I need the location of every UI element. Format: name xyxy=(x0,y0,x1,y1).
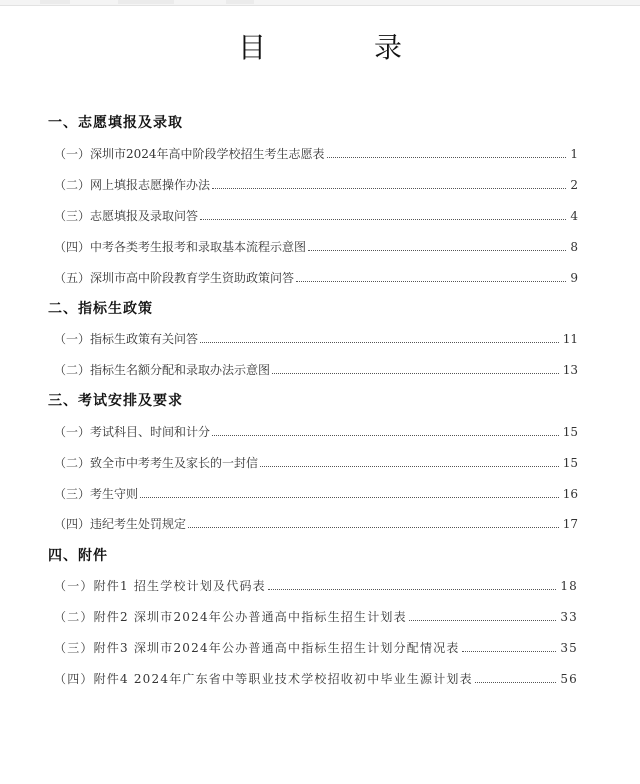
top-bar-tab[interactable] xyxy=(226,0,254,4)
toc-entry-page: 35 xyxy=(560,641,578,655)
section-heading: 一、志愿填报及录取 xyxy=(48,115,183,131)
section-heading: 四、附件 xyxy=(48,548,108,564)
dot-leader xyxy=(296,281,566,282)
toc-entry-label: （五）深圳市高中阶段教育学生资助政策问答 xyxy=(54,271,295,285)
toc-entry-page: 8 xyxy=(570,240,578,254)
dot-leader xyxy=(308,250,566,251)
toc-entry-page: 13 xyxy=(562,363,578,377)
toc-entry[interactable] xyxy=(54,269,578,285)
dot-leader xyxy=(212,188,566,189)
toc-entry-label: （二）网上填报志愿操作办法 xyxy=(54,178,211,192)
toc-entry[interactable] xyxy=(54,454,578,470)
dot-leader xyxy=(268,589,556,590)
toc-entry-label: （四）附件4 2024年广东省中等职业技术学校招收初中毕业生源计划表 xyxy=(54,672,473,686)
toc-entry[interactable] xyxy=(54,330,578,346)
toc-entry-page: 1 xyxy=(570,147,578,161)
toc-entry-page: 56 xyxy=(560,672,578,686)
top-bar-tab[interactable] xyxy=(40,0,70,4)
toc-entry-label: （三）志愿填报及录取问答 xyxy=(54,209,199,223)
dot-leader xyxy=(188,527,559,528)
toc-entry-page: 15 xyxy=(562,456,578,470)
toc-entry-page: 17 xyxy=(562,517,578,531)
toc-entry[interactable] xyxy=(54,361,578,377)
toc-entry[interactable] xyxy=(54,670,578,686)
toc-entry-label: （三）考生守则 xyxy=(54,487,139,501)
toc-entry-page: 9 xyxy=(570,271,578,285)
dot-leader xyxy=(462,651,557,652)
toc-entry[interactable] xyxy=(54,176,578,192)
dot-leader xyxy=(260,466,559,467)
toc-entry[interactable] xyxy=(54,485,578,501)
dot-leader xyxy=(272,373,559,374)
top-bar-tab[interactable] xyxy=(118,0,174,4)
toc-entry-label: （一）深圳市2024年高中阶段学校招生考生志愿表 xyxy=(54,147,325,161)
toc-entry-page: 4 xyxy=(570,209,578,223)
toc-entry-page: 33 xyxy=(560,610,578,624)
section-heading: 三、考试安排及要求 xyxy=(48,393,183,409)
toc-entry[interactable] xyxy=(54,639,578,655)
dot-leader xyxy=(409,620,557,621)
toc-entry-label: （一）考试科目、时间和计分 xyxy=(54,425,211,439)
toc-entry[interactable] xyxy=(54,238,578,254)
toc-entry[interactable] xyxy=(54,515,578,531)
dot-leader xyxy=(200,342,559,343)
toc-entry-label: （二）致全市中考考生及家长的一封信 xyxy=(54,456,259,470)
toc-entry-page: 15 xyxy=(562,425,578,439)
dot-leader xyxy=(200,219,566,220)
toc-entry-label: （四）违纪考生处罚规定 xyxy=(54,517,187,531)
dot-leader xyxy=(212,435,559,436)
toc-entry-label: （一）附件1 招生学校计划及代码表 xyxy=(54,579,266,593)
toc-entry-label: （四）中考各类考生报考和录取基本流程示意图 xyxy=(54,240,307,254)
toc-entry-page: 11 xyxy=(562,332,578,346)
dot-leader xyxy=(475,682,557,683)
toc-entry[interactable] xyxy=(54,577,578,593)
viewer-top-bar xyxy=(0,0,640,6)
toc-entry-page: 16 xyxy=(562,487,578,501)
dot-leader xyxy=(140,497,559,498)
toc-entry[interactable] xyxy=(54,423,578,439)
toc-entry[interactable] xyxy=(54,207,578,223)
dot-leader xyxy=(327,157,567,158)
toc-entry-label: （三）附件3 深圳市2024年公办普通高中指标生招生计划分配情况表 xyxy=(54,641,460,655)
toc-entry[interactable] xyxy=(54,608,578,624)
section-heading: 二、指标生政策 xyxy=(48,301,153,317)
page-title: 目 录 xyxy=(237,31,442,64)
toc-entry-page: 18 xyxy=(560,579,578,593)
toc-entry-label: （一）指标生政策有关问答 xyxy=(54,332,199,346)
toc-entry-label: （二）附件2 深圳市2024年公办普通高中指标生招生计划表 xyxy=(54,610,407,624)
toc-entry-page: 2 xyxy=(570,178,578,192)
toc-entry-label: （二）指标生名额分配和录取办法示意图 xyxy=(54,363,271,377)
toc-entry[interactable] xyxy=(54,145,578,161)
